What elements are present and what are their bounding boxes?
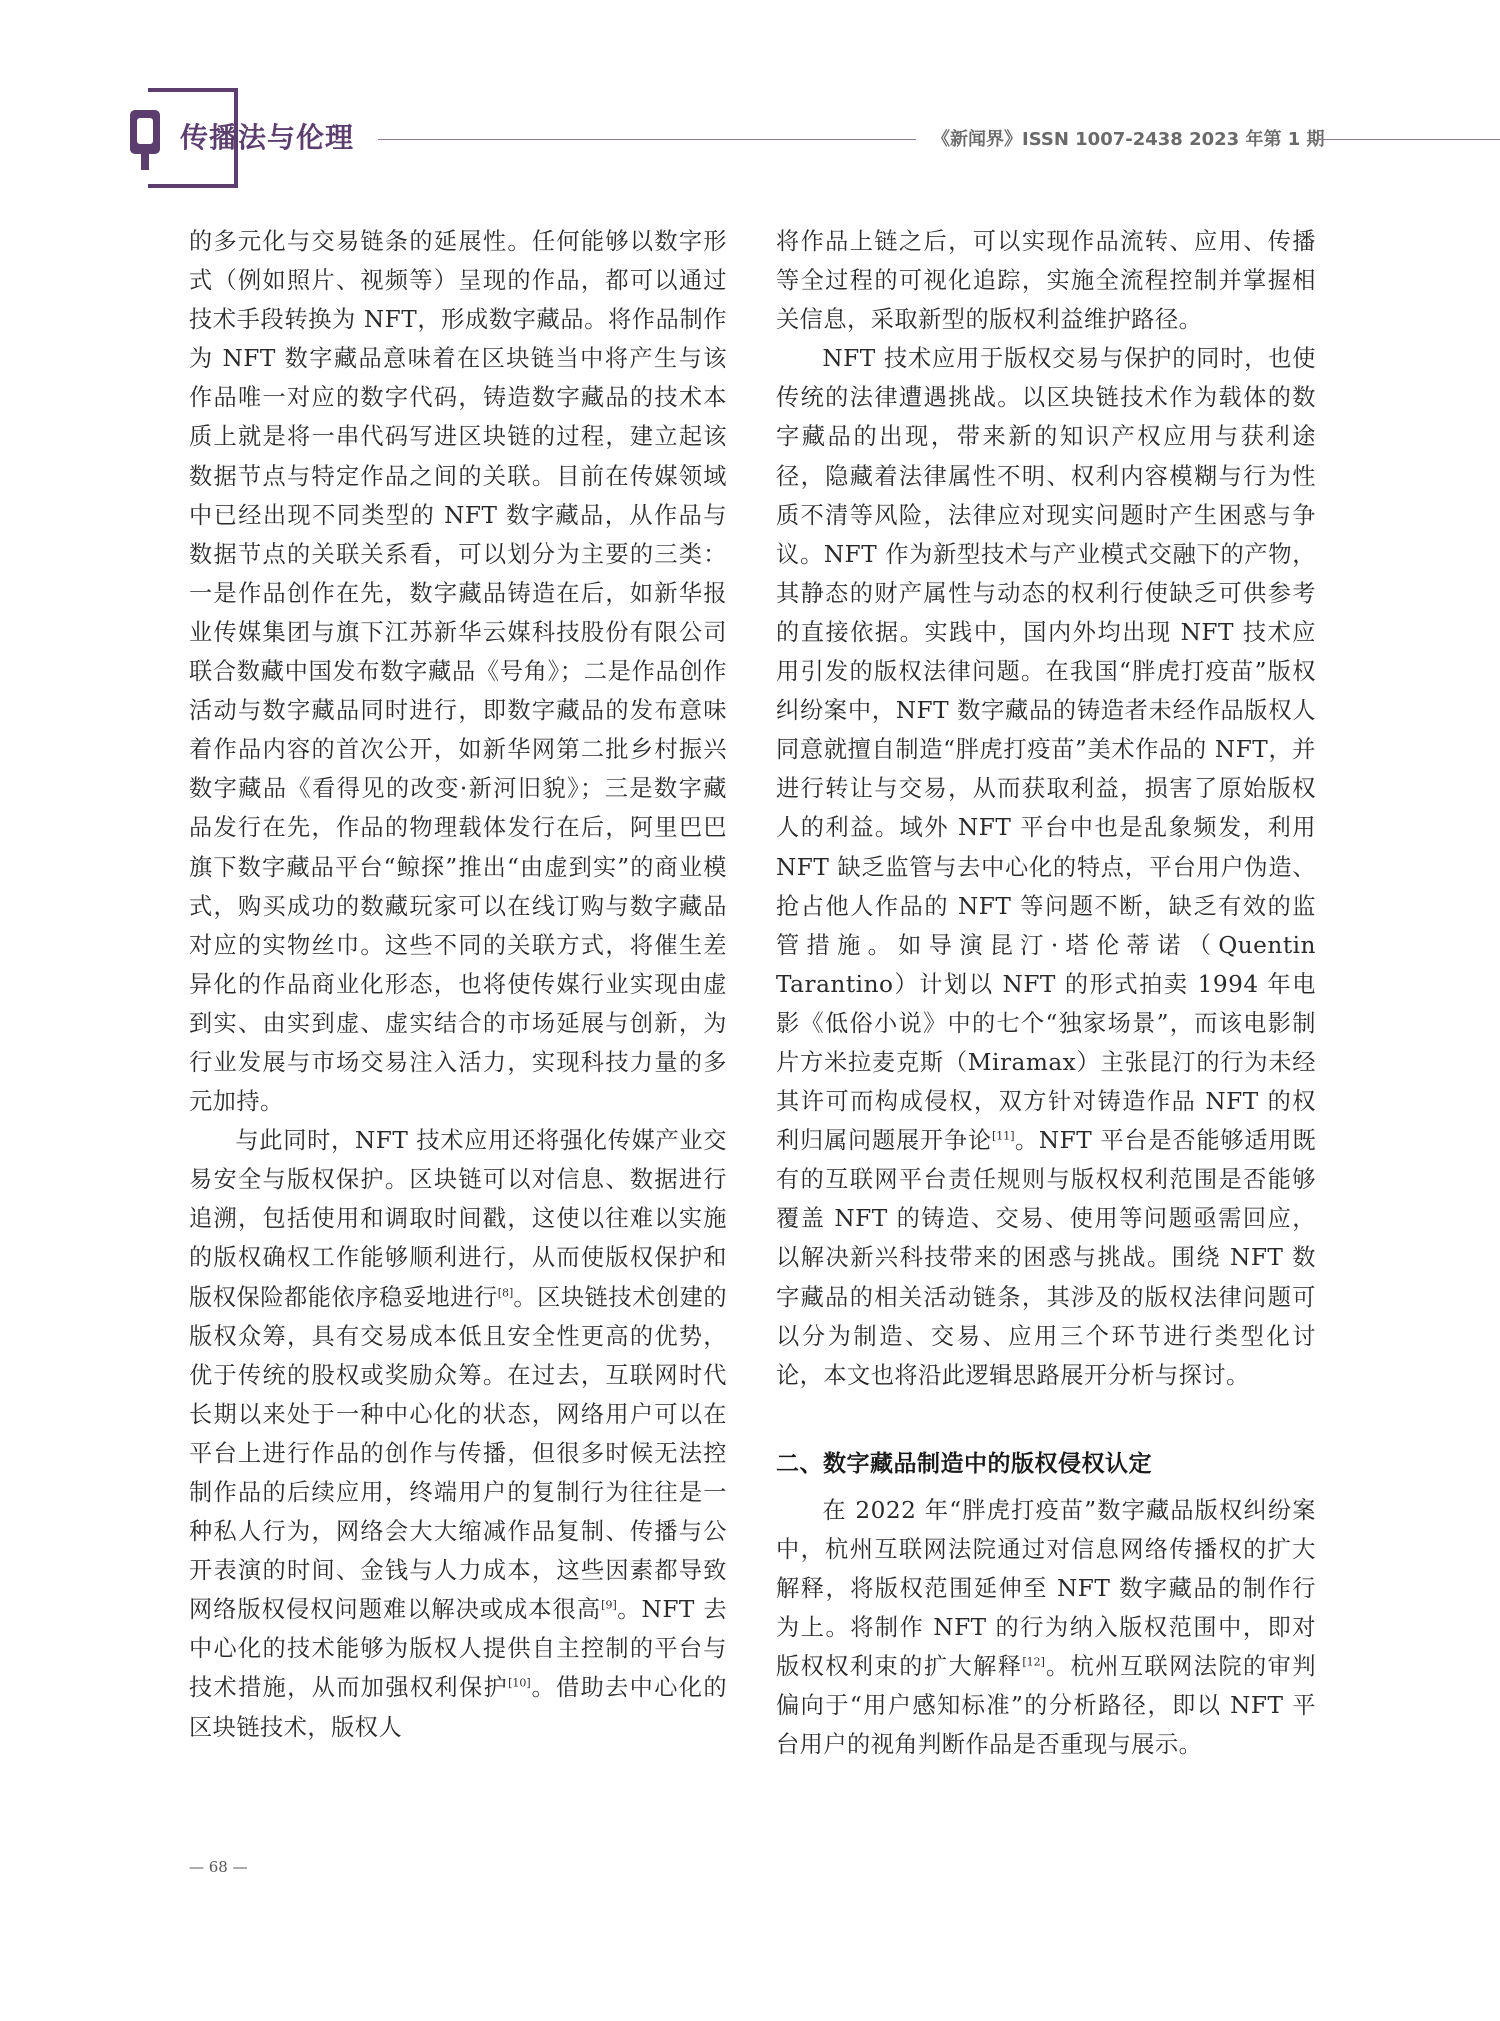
paragraph-text: 。借助去中心化的区块链技术，版权人 [189, 1674, 728, 1741]
paragraph-text: NFT 技术应用于版权交易与保护的同时，也使传统的法律遭遇挑战。以区块链技术作为载体的数字藏品的出现，带来新的知识产权应用与获利途径，隐藏着法律属性不明、权利内容模糊与行为性质不清等风险，法律应对现实问题时产生困惑与争议。NFT 作为新型技术与产业模式交融下的产物，其静态的财产属性与动态的权利行使缺乏可供参考的直接依据。实践中，国内外均出现 NFT 技术应用引发的版权法律问题。在我国“胖虎打疫苗”版权纠纷案中，NFT 数字藏品的铸造者未经作品版权人同意就擅自制造“胖虎打疫苗”美术作品的 NFT，并进行转让与交易，从而获取利益，损害了原始版权人的利益。域外 NFT 平台中也是乱象频发，利用 NFT 缺乏监管与去中心化的特点，平台用户伪造、抢占他人作品的 NFT 等问题不断，缺乏有效的监管措施。如导演昆汀·塔伦蒂诺（Quentin Tarantino）计划以 NFT 的形式拍卖 1994 年电影《低俗小说》中的七个“独家场景”，而该电影制片方米拉麦克斯（Miramax）主张昆汀的行为未经其许可而构成侵权，双方针对铸造作品 NFT 的权利归属问题展开争论 [776, 345, 1316, 1155]
citation-ref: [8] [497, 1285, 514, 1299]
header-rule-right [1320, 139, 1500, 140]
header-rule-left [378, 139, 916, 140]
citation-ref: [11] [991, 1129, 1015, 1143]
paragraph-text: 。NFT 平台是否能够适用既有的互联网平台责任规则与版权权利范围是否能够覆盖 NFT 的铸造、交易、使用等问题亟需回应，以解决新兴科技带来的困惑与挑战。围绕 NFT 数字藏品的相关活动链条，其涉及的版权法律问题可以分为制造、交易、应用三个环节进行类型化讨论，本文也将沿此逻辑思路展开分析与探讨。 [776, 1127, 1317, 1389]
page-number: — 68 — [189, 1858, 248, 1876]
citation-ref: [10] [508, 1676, 531, 1690]
paragraph-text: 。NFT 去中心化的技术能够为版权人提供自主控制的平台与技术措施，从而加强权利保护 [189, 1596, 728, 1702]
paragraph-text: 与此同时，NFT 技术应用还将强化传媒产业交易安全与版权保护。区块链可以对信息、数据进行追溯，包括使用和调取时间戳，这使以往难以实施的版权确权工作能够顺利进行，从而使版权保护和版权保险都能依序稳妥地进行 [189, 1127, 727, 1311]
section-name: 传播法与伦理 [180, 121, 355, 154]
paragraph-text: 。区块链技术创建的版权众筹，具有交易成本低且安全性更高的优势，优于传统的股权或奖励众筹。在过去，互联网时代长期以来处于一种中心化的状态，网络用户可以在平台上进行作品的创作与传播，但很多时候无法控制作品的后续应用，终端用户的复制行为往往是一种私人行为，网络会大大缩减作品复制、传播与公开表演的时间、金钱与人力成本，这些因素都导致网络版权侵权问题难以解决或成本很高 [189, 1283, 728, 1624]
paragraph-text: 将作品上链之后，可以实现作品流转、应用、传播等全过程的可视化追踪，实施全流程控制并掌握相关信息，采取新型的版权利益维护路径。 [776, 228, 1316, 334]
paragraph [776, 1491, 1316, 1765]
paragraph [776, 339, 1316, 1395]
paragraph-text: 的多元化与交易链条的延展性。任何能够以数字形式（例如照片、视频等）呈现的作品，都可以通过技术手段转换为 NFT，形成数字藏品。将作品制作为 NFT 数字藏品意味着在区块链当中将产生与该作品唯一对应的数字代码，铸造数字藏品的技术本质上就是将一串代码写进区块链的过程，建立起该数据节点与特定作品之间的关联。目前在传媒领域中已经出现不同类型的 NFT 数字藏品，从作品与数据节点的关联关系看，可以划分为主要的三类：一是作品创作在先，数字藏品铸造在后，如新华报业传媒集团与旗下江苏新华云媒科技股份有限公司联合数藏中国发布数字藏品《号角》；二是作品创作活动与数字藏品同时进行，即数字藏品的发布意味着作品内容的首次公开，如新华网第二批乡村振兴数字藏品《看得见的改变·新河旧貌》；三是数字藏品发行在先，作品的物理载体发行在后，阿里巴巴旗下数字藏品平台“鲸探”推出“由虚到实”的商业模式，购买成功的数藏玩家可以在线订购与数字藏品对应的实物丝巾。这些不同的关联方式，将催生差异化的作品商业化形态，也将使传媒行业实现由虚到实、由实到虚、虚实结合的市场延展与创新，为行业发展与市场交易注入活力，实现科技力量的多元加持。 [189, 228, 727, 1116]
right-column [776, 222, 1316, 1764]
paragraph [189, 222, 727, 1121]
section-heading: 二、数字藏品制造中的版权侵权认定 [776, 1450, 1152, 1477]
left-column [189, 222, 727, 1747]
citation-ref: [12] [1022, 1655, 1045, 1669]
paragraph-text: 在 2022 年“胖虎打疫苗”数字藏品版权纠纷案中，杭州互联网法院通过对信息网络传播权的扩大解释，将版权范围延伸至 NFT 数字藏品的制作行为上。将制作 NFT 的行为纳入版权范围中，即对版权权利束的扩大解释 [776, 1496, 1316, 1681]
citation-ref: [9] [601, 1598, 617, 1612]
paragraph [776, 222, 1316, 339]
paragraph-text: 。杭州互联网法院的审判偏向于“用户感知标准”的分析路径，即以 NFT 平台用户的视角判断作品是否重现与展示。 [776, 1653, 1317, 1759]
paragraph [189, 1121, 727, 1747]
journal-info: 《新闻界》ISSN 1007-2438 2023 年第 1 期 [932, 129, 1325, 150]
